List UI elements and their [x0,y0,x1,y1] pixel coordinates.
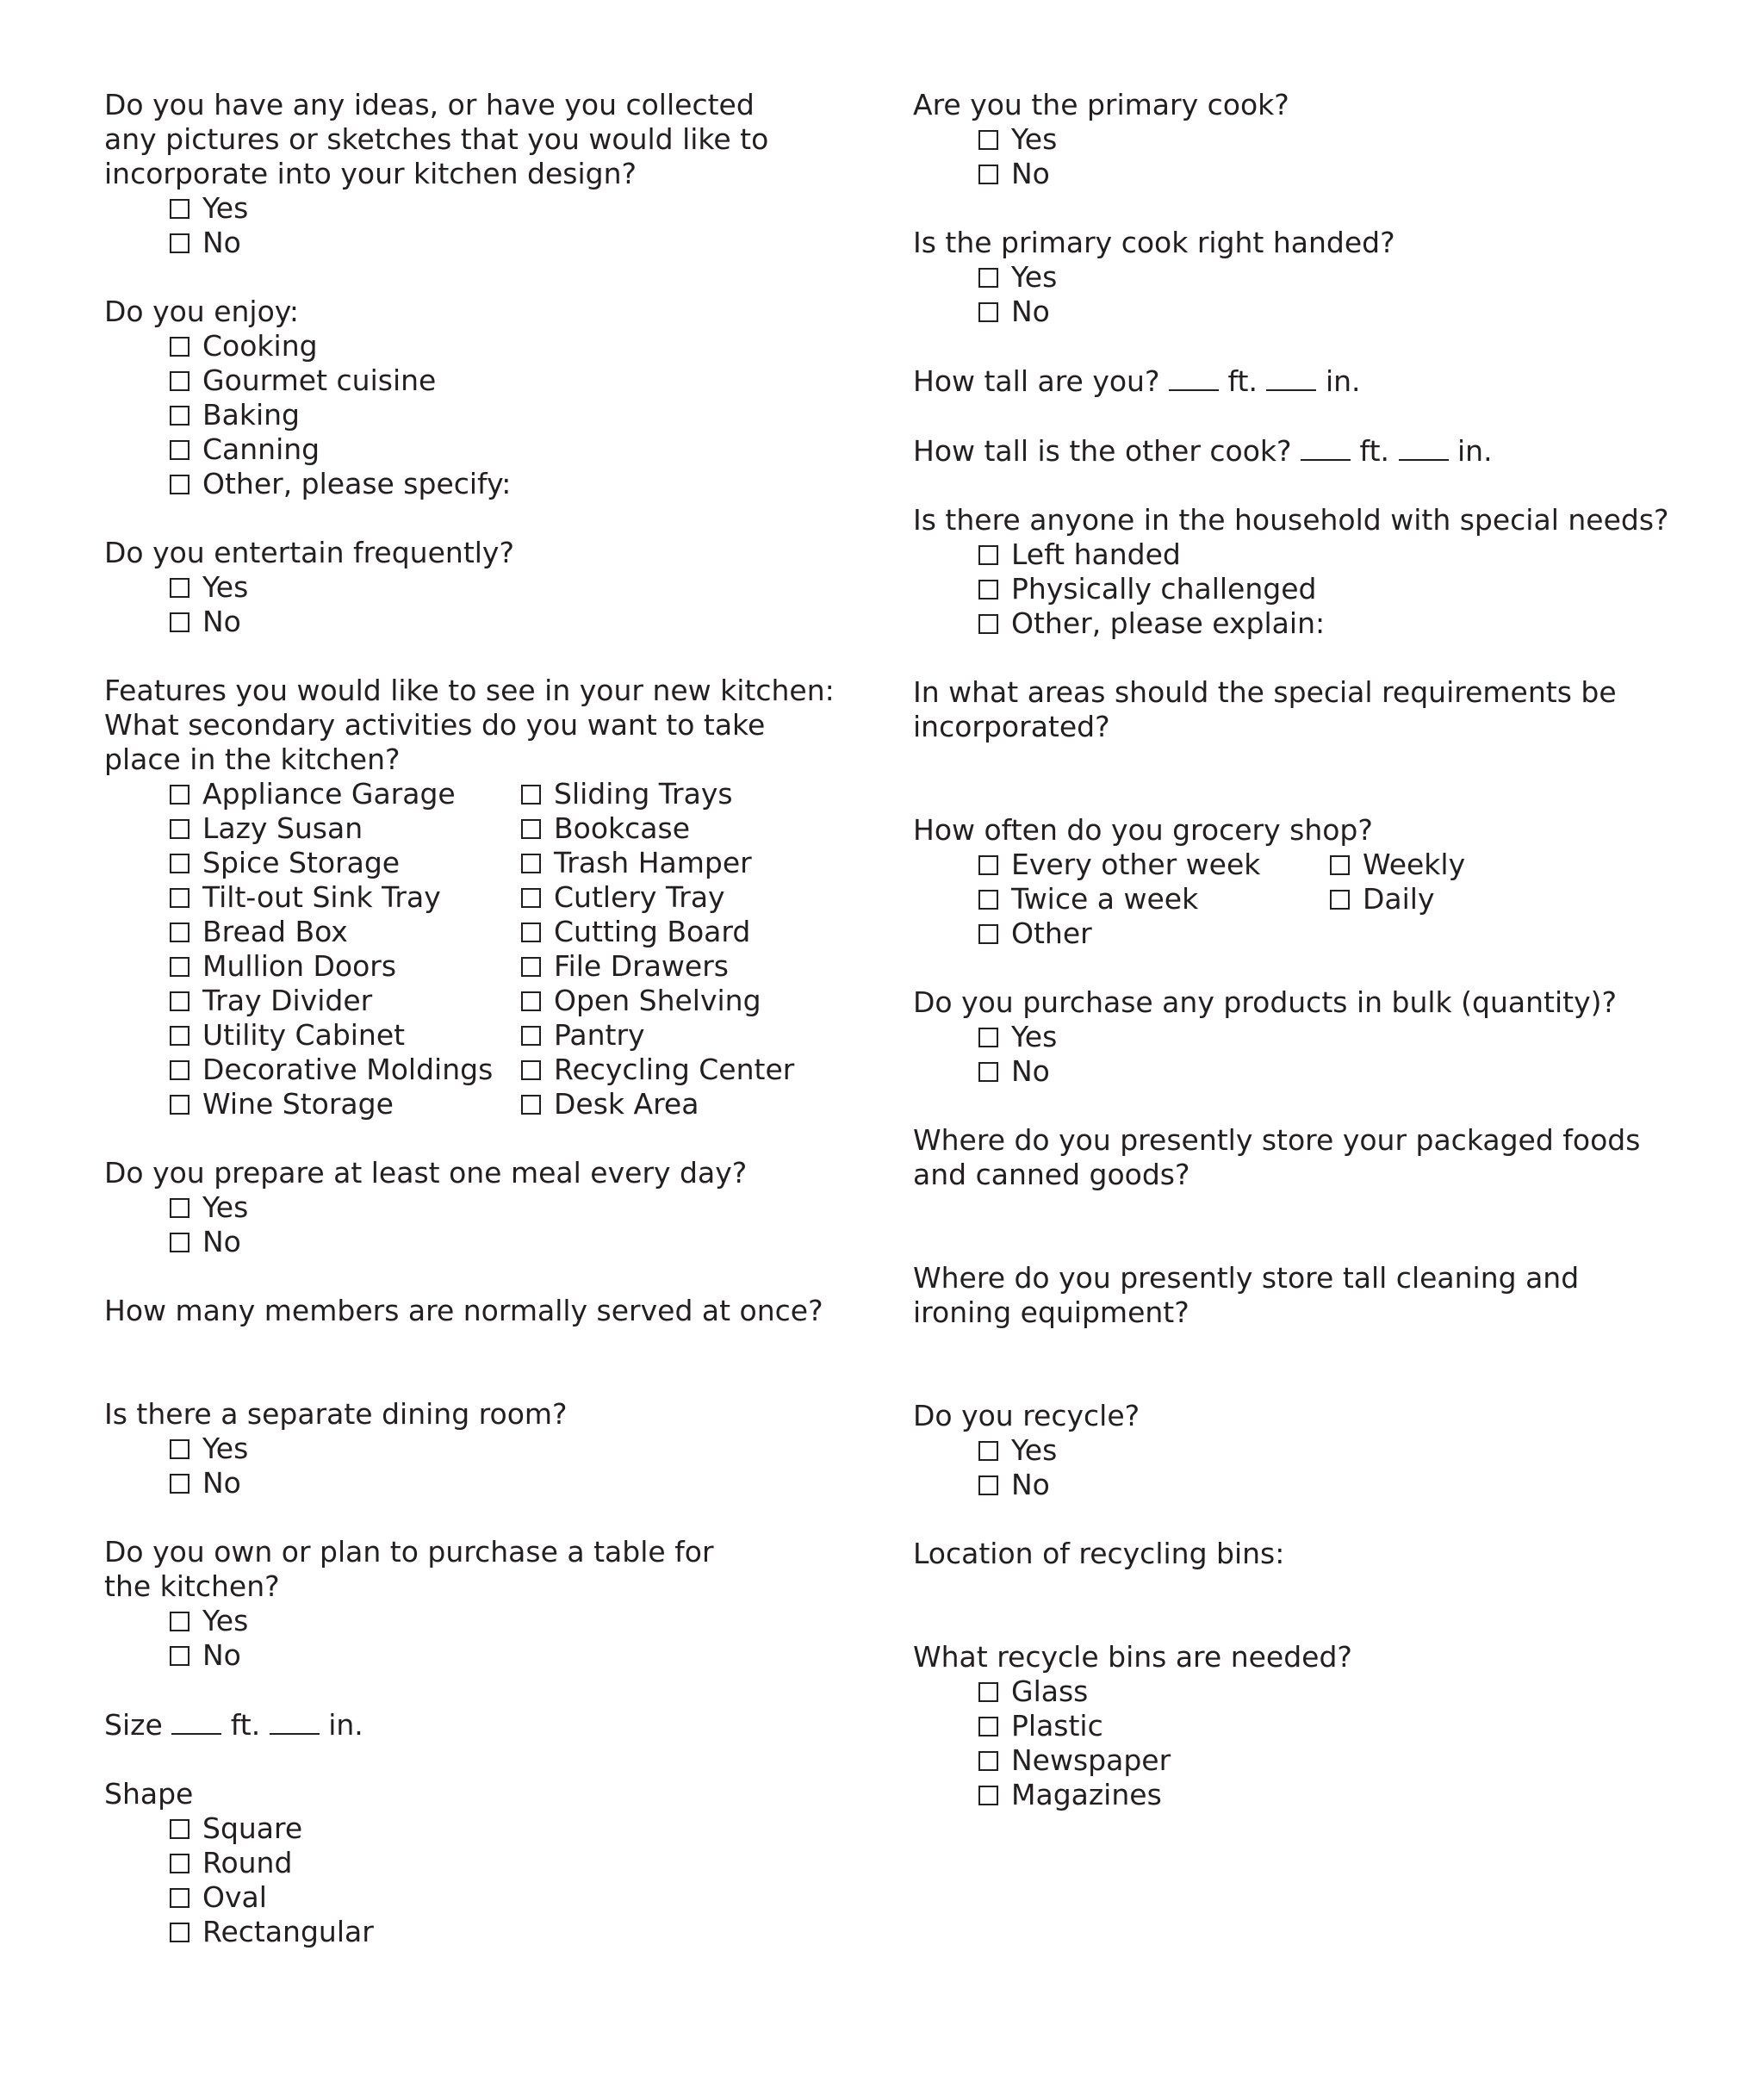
checkbox[interactable] [521,991,541,1011]
question-bins-needed [913,1640,1714,1812]
checkbox[interactable] [521,888,541,908]
checkbox[interactable] [978,614,998,634]
option-weekly[interactable] [1330,848,1714,882]
option-enjoy-canning[interactable] [170,432,862,467]
question-bulk-text: Do you purchase any products in bulk (quantity)? [913,985,1617,1019]
option-entertain-yes[interactable] [170,570,862,605]
option-label: Other, please specify: [202,467,512,500]
option-label: Desk Area [554,1087,699,1121]
option-label: No [202,1225,241,1258]
option-label: Tray Divider [202,984,373,1017]
size-ft-unit: ft. [230,1708,261,1742]
question-bins-location-text: Location of recycling bins: [913,1537,1285,1570]
option-label: Daily [1363,882,1435,916]
question-grocery-text: How often do you grocery shop? [913,813,1373,847]
checkbox[interactable] [170,1474,189,1494]
option-meal-no[interactable] [170,1225,862,1259]
option-label: Mullion Doors [202,949,397,983]
option-meal-yes[interactable] [170,1190,862,1225]
checkbox[interactable] [521,1095,541,1115]
checkbox[interactable] [521,1026,541,1046]
question-features [104,674,862,1121]
question-cleaning [913,1261,1714,1330]
option-label: Glass [1011,1674,1089,1708]
checkbox[interactable] [170,337,189,357]
question-height-you [913,363,1714,399]
option-pantry[interactable] [521,1018,862,1053]
checkbox[interactable] [978,580,998,600]
option-label: Yes [1011,260,1058,294]
checkbox[interactable] [978,924,998,944]
option-label: No [1011,295,1050,328]
option-label: No [1011,1054,1050,1088]
question-special-areas-text: In what areas should the special requirements be incorporated? [913,675,1617,743]
checkbox[interactable] [521,785,541,805]
height-other-label: How tall is the other cook? [913,434,1292,468]
question-cleaning-text: Where do you presently store tall cleaning and ironing equipment? [913,1261,1580,1329]
option-bookcase[interactable] [521,811,862,846]
option-every-other-week[interactable] [978,848,1330,882]
option-ideas-yes[interactable] [170,191,862,226]
question-primary-cook [913,88,1714,191]
option-bread-box[interactable] [170,915,521,949]
option-label: Decorative Moldings [202,1053,494,1086]
option-label: Sliding Trays [554,777,733,811]
size-in-field[interactable] [270,1707,320,1735]
left-column [104,88,862,1984]
option-left-handed[interactable] [978,537,1714,572]
question-right-handed [913,226,1714,329]
checkbox[interactable] [170,612,189,632]
option-label: Other, please explain: [1011,606,1326,640]
option-label: Pantry [554,1018,645,1052]
question-special-needs [913,503,1714,641]
height-other-in-unit: in. [1457,434,1493,468]
checkbox[interactable] [978,1441,998,1461]
option-label: No [202,1466,241,1500]
option-table-no[interactable] [170,1638,862,1673]
option-bulk-yes[interactable] [978,1020,1714,1054]
question-members [104,1294,862,1328]
option-label: Wine Storage [202,1087,394,1121]
question-primary-cook-text: Are you the primary cook? [913,88,1289,121]
checkbox[interactable] [170,991,189,1011]
option-label: No [202,605,241,638]
checkbox[interactable] [170,406,189,426]
option-tray-divider[interactable] [170,984,521,1018]
grocery-column-1 [978,848,1330,951]
checkbox[interactable] [521,923,541,942]
height-other-ft-unit: ft. [1359,434,1389,468]
option-enjoy-baking[interactable] [170,398,862,432]
checkbox[interactable] [170,1612,189,1631]
checkbox[interactable] [170,199,189,219]
option-primary-cook-no[interactable] [978,157,1714,191]
option-primary-cook-yes[interactable] [978,122,1714,157]
option-label: Utility Cabinet [202,1018,406,1052]
checkbox[interactable] [170,785,189,805]
question-grocery [913,813,1714,951]
option-utility-cabinet[interactable] [170,1018,521,1053]
checkbox[interactable] [1330,855,1350,875]
checkbox[interactable] [978,1682,998,1702]
checkbox[interactable] [978,1475,998,1495]
option-shape-square[interactable] [170,1811,862,1846]
option-label: Yes [202,1604,249,1637]
question-packaged-text: Where do you presently store your packaged foods and canned goods? [913,1123,1641,1191]
question-features-line1: Features you would like to see in your new kitchen: [104,674,835,707]
option-label: Yes [1011,1020,1058,1053]
option-label: Lazy Susan [202,811,363,845]
option-ideas-no[interactable] [170,226,862,260]
option-label: Open Shelving [554,984,761,1017]
option-label: Cooking [202,329,318,363]
checkbox[interactable] [170,854,189,873]
option-label: Bookcase [554,811,690,845]
checkbox[interactable] [170,923,189,942]
height-you-in-field[interactable] [1266,363,1316,391]
option-dining-yes[interactable] [170,1432,862,1466]
checkbox[interactable] [978,890,998,910]
option-file-drawers[interactable] [521,949,862,984]
question-enjoy [104,295,862,501]
checkbox[interactable] [978,1062,998,1082]
option-entertain-no[interactable] [170,605,862,639]
option-daily[interactable] [1330,882,1714,916]
checkbox[interactable] [521,819,541,839]
checkbox[interactable] [521,957,541,977]
question-meal-text: Do you prepare at least one meal every day? [104,1156,748,1190]
option-special-other[interactable] [978,606,1714,641]
option-newspaper[interactable] [978,1743,1714,1778]
checkbox[interactable] [170,888,189,908]
option-label: Oval [202,1880,267,1914]
option-trash-hamper[interactable] [521,846,862,880]
question-special-needs-text: Is there anyone in the household with special needs? [913,503,1669,537]
option-label: Gourmet cuisine [202,363,437,397]
question-table-line2: the kitchen? [104,1569,280,1603]
option-label: Plastic [1011,1709,1103,1743]
question-dining-text: Is there a separate dining room? [104,1397,568,1431]
question-table [104,1535,862,1673]
option-label: Spice Storage [202,846,401,879]
size-ft-field[interactable] [171,1707,221,1735]
checkbox[interactable] [170,1888,189,1908]
option-label: Yes [202,1432,249,1465]
option-appliance-garage[interactable] [170,777,521,811]
option-sliding-trays[interactable] [521,777,862,811]
checkbox[interactable] [170,440,189,460]
question-special-areas [913,675,1714,744]
option-plastic[interactable] [978,1709,1714,1743]
features-column-1 [170,777,521,1121]
option-dining-no[interactable] [170,1466,862,1500]
option-enjoy-cooking[interactable] [170,329,862,363]
checkbox[interactable] [170,578,189,598]
option-table-yes[interactable] [170,1604,862,1638]
checkbox[interactable] [170,819,189,839]
option-label: Trash Hamper [554,846,752,879]
option-spice-storage[interactable] [170,846,521,880]
checkbox[interactable] [170,1198,189,1218]
option-label: Yes [202,191,249,225]
height-you-ft-unit: ft. [1227,364,1258,398]
option-desk-area[interactable] [521,1087,862,1121]
option-label: Yes [202,1190,249,1224]
option-recycle-yes[interactable] [978,1433,1714,1468]
option-recycle-no[interactable] [978,1468,1714,1502]
checkbox[interactable] [978,165,998,184]
checkbox[interactable] [521,1060,541,1080]
grocery-column-2 [1330,848,1714,951]
option-label: Left handed [1011,537,1181,571]
option-label: Baking [202,398,301,432]
question-packaged [913,1123,1714,1192]
option-twice-a-week[interactable] [978,882,1330,916]
checkbox[interactable] [170,1646,189,1666]
right-column [913,88,1714,1847]
option-label: Cutting Board [554,915,751,948]
question-entertain [104,536,862,639]
checkbox[interactable] [170,233,189,253]
option-physically-challenged[interactable] [978,572,1714,606]
checkbox[interactable] [170,957,189,977]
option-wine-storage[interactable] [170,1087,521,1121]
option-lazy-susan[interactable] [170,811,521,846]
option-decorative-moldings[interactable] [170,1053,521,1087]
option-label: Yes [1011,1433,1058,1467]
height-other-in-field[interactable] [1399,433,1449,461]
question-shape [104,1777,862,1949]
question-meal [104,1156,862,1259]
option-label: Yes [1011,122,1058,156]
checkbox[interactable] [521,854,541,873]
checkbox[interactable] [978,130,998,150]
checkbox[interactable] [978,1028,998,1047]
option-tilt-out-sink-tray[interactable] [170,880,521,915]
option-label: Physically challenged [1011,572,1317,606]
checkbox[interactable] [978,1786,998,1805]
option-label: Every other week [1011,848,1261,881]
option-label: Round [202,1846,293,1879]
option-label: Rectangular [202,1915,374,1948]
question-bulk [913,985,1714,1089]
question-height-other [913,433,1714,469]
option-glass[interactable] [978,1674,1714,1709]
checkbox[interactable] [978,545,998,565]
option-label: Recycling Center [554,1053,795,1086]
question-enjoy-text: Do you enjoy: [104,295,300,328]
option-cutlery-tray[interactable] [521,880,862,915]
question-ideas [104,88,862,260]
option-grocery-other[interactable] [978,916,1330,951]
option-recycling-center[interactable] [521,1053,862,1087]
question-dining [104,1397,862,1500]
option-open-shelving[interactable] [521,984,862,1018]
checkbox[interactable] [978,1717,998,1736]
features-column-2 [521,777,862,1121]
question-ideas-text: Do you have any ideas, or have you collected any pictures or sketches that you would like to incorporate into your kitchen design? [104,88,769,190]
checkbox[interactable] [978,268,998,288]
checkbox[interactable] [170,371,189,391]
option-label: Magazines [1011,1778,1162,1811]
question-bins-location [913,1537,1714,1571]
option-shape-oval[interactable] [170,1880,862,1915]
question-entertain-text: Do you entertain frequently? [104,536,514,569]
option-label: Square [202,1811,303,1845]
question-size [104,1707,862,1743]
option-label: No [202,1638,241,1672]
question-members-text: How many members are normally served at once? [104,1294,823,1327]
option-label: Newspaper [1011,1743,1171,1777]
option-label: Other [1011,916,1092,950]
option-label: Weekly [1363,848,1466,881]
option-label: Yes [202,570,249,604]
question-bins-needed-text: What recycle bins are needed? [913,1640,1352,1674]
option-label: Appliance Garage [202,777,456,811]
checkbox[interactable] [170,1233,189,1252]
question-table-line1: Do you own or plan to purchase a table for [104,1535,714,1569]
checkbox[interactable] [978,855,998,875]
checkbox[interactable] [170,1439,189,1459]
option-mullion-doors[interactable] [170,949,521,984]
option-label: File Drawers [554,949,729,983]
option-right-handed-no[interactable] [978,295,1714,329]
checkbox[interactable] [978,302,998,322]
option-enjoy-other[interactable] [170,467,862,501]
question-recycle [913,1399,1714,1502]
question-recycle-text: Do you recycle? [913,1399,1140,1432]
height-you-ft-field[interactable] [1169,363,1219,391]
checkbox[interactable] [978,1751,998,1771]
height-you-in-unit: in. [1325,364,1361,398]
option-shape-rectangular[interactable] [170,1915,862,1949]
checkbox[interactable] [170,1095,189,1115]
option-label: No [202,226,241,259]
checkbox[interactable] [170,1854,189,1873]
option-cutting-board[interactable] [521,915,862,949]
question-shape-text: Shape [104,1777,194,1811]
question-right-handed-text: Is the primary cook right handed? [913,226,1395,259]
checkbox[interactable] [170,1819,189,1839]
option-label: Twice a week [1011,882,1199,916]
checkbox[interactable] [1330,890,1350,910]
question-features-line2: What secondary activities do you want to take place in the kitchen? [104,708,766,776]
option-right-handed-yes[interactable] [978,260,1714,295]
height-you-label: How tall are you? [913,364,1160,398]
option-enjoy-gourmet[interactable] [170,363,862,398]
checkbox[interactable] [170,1923,189,1942]
size-in-unit: in. [328,1708,363,1742]
option-label: Cutlery Tray [554,880,725,914]
option-label: No [1011,157,1050,190]
height-other-ft-field[interactable] [1301,433,1351,461]
option-label: No [1011,1468,1050,1501]
option-label: Bread Box [202,915,348,948]
checkbox[interactable] [170,475,189,494]
size-label: Size [104,1708,163,1742]
option-label: Canning [202,432,320,466]
checkbox[interactable] [170,1026,189,1046]
option-label: Tilt-out Sink Tray [202,880,441,914]
option-magazines[interactable] [978,1778,1714,1812]
option-bulk-no[interactable] [978,1054,1714,1089]
option-shape-round[interactable] [170,1846,862,1880]
checkbox[interactable] [170,1060,189,1080]
